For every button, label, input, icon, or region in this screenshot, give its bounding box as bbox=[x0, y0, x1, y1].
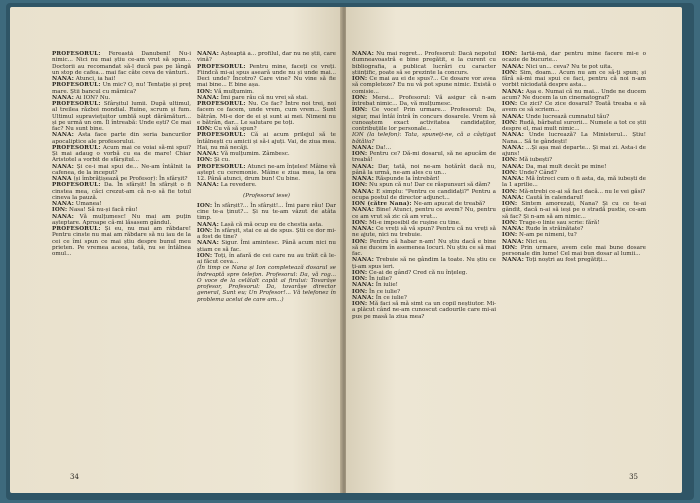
speech-text: Bine! Atunci, pentru ce avem? Nu, pentru ce am vrut să zic că am vrut... bbox=[352, 207, 496, 220]
dialogue-line bbox=[352, 226, 496, 239]
speech-text: În ce iulie? bbox=[367, 288, 401, 295]
speech-text: Vă mulțumim. Zâmbesc. bbox=[218, 151, 290, 157]
speech-text: Fereastă Danubeni! Nu-i nimic... Nici nu mai știu ce-am vrut să spun... Doctorii au recomandat să-l ducă pas pe lângă un stop de cafea... mai fac câte ceva de vânturi.. bbox=[52, 51, 191, 76]
speech-text: Unde lucrează? La Ministerul... Știu! Nana... Să te gândești! bbox=[502, 132, 646, 145]
dialogue-line bbox=[52, 182, 191, 201]
dialogue-line bbox=[52, 226, 191, 257]
speech-text: Da!... bbox=[373, 144, 392, 151]
speaker-name: ION: bbox=[352, 288, 368, 295]
speech-text: (și îmbrățișează pe Profesor): În sfârșit? bbox=[71, 176, 188, 182]
speaker-name: ION: bbox=[352, 219, 368, 226]
speaker-name: NANA: bbox=[352, 176, 374, 182]
dialogue-line bbox=[352, 189, 496, 202]
dialogue-line bbox=[197, 164, 336, 183]
speaker-name: ION: bbox=[352, 107, 368, 114]
speech-text: Trebuie să ne gândim la toate. Nu știu ce ți-am spus ieri. bbox=[352, 257, 496, 270]
dialogue-line bbox=[352, 107, 496, 132]
dialogue-line bbox=[52, 132, 191, 145]
speaker-name: NANA: bbox=[502, 176, 524, 182]
speaker-name: ION: bbox=[502, 244, 518, 251]
speech-text: În iulie? bbox=[367, 276, 392, 282]
speaker-name: ION: bbox=[502, 219, 518, 226]
speech-text: Ce mai au ei de spus?... Ce dosare vor avea să completeze? Eu nu vă pot spune nimic. Există o comisie... bbox=[352, 76, 496, 95]
speaker-name: ION: bbox=[502, 119, 518, 126]
speech-text: Sigur. Îmi amintesc. Până acum nici nu știam ce să fac. bbox=[197, 240, 336, 253]
speaker-name: NANA: bbox=[352, 294, 374, 301]
speech-text: Sfârșitul lumii. După ultimul, al treilea război mondial. Ruine, scrum și fum. Ultimul supraviețuitor umblă supt dărâmături... și pe urmă un om. Îl întreabă: Unde ești? Ce mai fac? Nu sunt bine. bbox=[52, 101, 191, 132]
speech-text: Ce zici? Ce zice dosarul? Toată treaba e să avem ce să scriem... bbox=[502, 101, 646, 114]
speech-text: La revedere. bbox=[218, 182, 257, 189]
speech-text: Umanea! bbox=[73, 201, 102, 207]
speaker-name: PROFESORUL: bbox=[197, 132, 246, 139]
speaker-name: NANA: bbox=[197, 151, 219, 157]
speech-text: Mă faci să mă simt ca un copil neștiutor. Mi-a plăcut când ne-am cunoscut cadourile care mi-ai pus pe masă la ziua mea? bbox=[352, 301, 496, 320]
speech-text: N-am pe nimeni, tu? bbox=[517, 232, 577, 239]
speech-text: Ai ION? Nu. bbox=[73, 94, 111, 101]
dialogue-line bbox=[502, 257, 646, 263]
speaker-name: PROFESORUL: bbox=[52, 51, 101, 57]
speaker-name: ION: bbox=[352, 151, 368, 157]
speaker-name: NANA: bbox=[502, 132, 524, 139]
speaker-name: ION: bbox=[352, 76, 368, 82]
right-page bbox=[346, 7, 682, 493]
speech-text: În sfârșit, stai ce ai de spus. Știi ce dor mi-a fost de tine? bbox=[197, 227, 336, 240]
speech-text: Unde lucrează cumnatul tău? bbox=[523, 113, 610, 120]
right-page-column-2 bbox=[502, 51, 646, 461]
dialogue-line bbox=[502, 51, 646, 64]
dialogue-line bbox=[197, 101, 336, 126]
speaker-name: NANA: bbox=[52, 94, 74, 101]
speaker-name: NANA bbox=[52, 176, 72, 182]
dialogue-line bbox=[197, 253, 336, 266]
speech-text: Nici eu. bbox=[523, 238, 548, 245]
speech-text: Ce voce! Prin urmare... Profesorul: Da, sigur, mai întâi întră în concurs dosarele. Vrem să cunoaștem exact activitatea candidaților, contribuțiile lor personale... bbox=[352, 107, 496, 132]
speech-text: Cu vă să spun? bbox=[212, 126, 257, 132]
left-page bbox=[10, 7, 342, 493]
speech-text: Vă mulțumesc! Nu mai am puțin așteptare. Aproape că-mi lăsasem gândul. bbox=[52, 213, 191, 226]
speaker-name: NANA: bbox=[52, 201, 74, 207]
speech-text: Nu. Ce fac? Între noi trei, noi facem ce facem, unde vrem, cum vrem... Sunt bătrân. Mi-e dor de ei și sunt ai mei. Nimeni nu e bătrân, dar... Le salutare pe toți. bbox=[197, 101, 336, 126]
speaker-name: NANA: bbox=[352, 51, 374, 57]
page-number-right: 35 bbox=[629, 473, 638, 481]
dialogue-line bbox=[502, 176, 646, 189]
speech-text: Nasa! Să nu-și facă rău! bbox=[67, 207, 138, 214]
speech-text: Pentru că habar n-am! Nu știu dacă e bine să ne ducem în asemenea locuri. Nu știu ce să mai fac. bbox=[352, 238, 496, 257]
speaker-name: NANA: bbox=[197, 51, 219, 57]
stage-direction: (În timp ce Nana și Ion completează dosarul se îndreaptă spre telefon. Profesorul: Da, vă rog... O voce de la celălalt capăt al firului: Tovarășe profesor, Profesorul: Da, tovarășe director general, Sunt eu; Un Profesor!... Vă telefonez în problema acelui de care am...) bbox=[197, 265, 336, 303]
speech-text: Dar, tată, noi ne-am hotărât dacă nu, până la urmă, ne-am ales cu un... bbox=[352, 163, 496, 176]
speech-text: Rudă, bărbatul surorii... Numele a tot ce știi despre el, mai mult nimic... bbox=[502, 119, 646, 132]
speaker-name: ION: bbox=[502, 201, 518, 207]
speech-text: Unde? Când? bbox=[517, 169, 557, 176]
speech-text: Nici un... ceva? Nu te pot uita. bbox=[523, 63, 613, 70]
speech-text: Asta face parte din seria bancurilor apocaliptice ale profesorului. bbox=[52, 132, 191, 145]
speech-text: În sfârșit?... În sfârșit!... Îmi pare rău! Dar cine te-a ținut?... Și nu te-am văzut de atâta timp. bbox=[197, 202, 336, 222]
speaker-name: PROFESORUL: bbox=[52, 182, 101, 189]
speaker-name: NANA: bbox=[502, 257, 524, 264]
speaker-name: ION: bbox=[197, 157, 213, 164]
dialogue-line bbox=[502, 101, 646, 114]
speaker-name: NANA: bbox=[502, 226, 524, 232]
speaker-name: NANA: bbox=[352, 163, 374, 170]
speaker-name: NANA: bbox=[352, 257, 374, 264]
dialogue-line bbox=[352, 95, 496, 108]
dialogue-line bbox=[502, 145, 646, 158]
dialogue-line bbox=[52, 214, 191, 227]
stage-direction: (Profesorul iese) bbox=[243, 192, 290, 199]
speaker-name: NANA: bbox=[197, 240, 219, 247]
speech-text: Acum mai ce voiai să-mi spui? Și mai adaug o vorbă cu ea de mare! Chiar Aristotel a vorbit de sfârșitul... bbox=[52, 144, 191, 164]
speech-text: Nu mai regret... Profesorul: Dacă nepotul dumneavoastră e bine pregătit, e la curent cu bibliografia, a publicat lucrări cu caracter științific, poate să se prezinte la concurs. bbox=[352, 51, 496, 76]
speaker-name: PROFESORUL: bbox=[197, 101, 246, 107]
speaker-name: ION: bbox=[197, 202, 213, 209]
dialogue-line bbox=[502, 201, 646, 220]
dialogue-line bbox=[502, 120, 646, 133]
speech-text: Atunci ne-am înțeles! Mâine vă aștept cu ceremonie. Mâine e ziua mea, la ora 12. Până atunci, drum bun! Cu bine. bbox=[197, 163, 336, 182]
speaker-name: NANA: bbox=[352, 207, 374, 214]
speech-text: Trage-o linie sau scrie: fără! bbox=[517, 219, 600, 226]
dialogue-line bbox=[197, 228, 336, 241]
speech-text: Lasă că mă ocup eu de chestia asta. bbox=[218, 221, 323, 228]
speaker-name: NANA: bbox=[352, 226, 374, 232]
speaker-name: ION: bbox=[502, 232, 518, 239]
speech-text: Un mic? O, nu! Tentație și preț mare. Știi bancul cu mămica? bbox=[52, 82, 191, 95]
speaker-name: NANA: bbox=[502, 113, 524, 120]
speech-text: Sim, doam... Acum nu am ce să-ți spun; și fără să-mi mai spui ce faci, pentru că noi n-am vorbit niciodată despre asta... bbox=[502, 69, 646, 89]
speaker-name: PROFESORUL: bbox=[52, 82, 101, 89]
speaker-name: NANA: bbox=[502, 88, 524, 95]
dialogue-line bbox=[197, 203, 336, 222]
dialogue-line bbox=[352, 164, 496, 177]
speech-text: Caută în calendarul! bbox=[523, 194, 584, 201]
speaker-name: PROFESORUL: bbox=[52, 226, 101, 232]
dialogue-line bbox=[502, 132, 646, 145]
speech-text: Mă întreci cum o fi asta, da, mă iubești de la 1 aprilie... bbox=[502, 176, 646, 189]
speaker-name: NANA: bbox=[352, 144, 374, 151]
speaker-name: PROFESORUL: bbox=[52, 101, 101, 107]
speech-text: Mersi... Profesorul: Vă asigur că n-am întrebat nimic... Da, vă mulțumesc. bbox=[352, 94, 496, 107]
speech-text: Așteaptă a... profilul, dar nu ne știi, care vină? bbox=[197, 51, 336, 64]
dialogue-line bbox=[352, 51, 496, 76]
left-page-column-1 bbox=[52, 51, 191, 461]
speaker-name: NANA: bbox=[52, 213, 74, 220]
speech-text: Îmi pare rău că nu vrei să stai. bbox=[218, 94, 308, 101]
speaker-name: NANA: bbox=[502, 144, 524, 151]
speech-text: Rude în străinătate? bbox=[523, 226, 584, 232]
speech-text: Nu spun că nu! Dar ce răspunsuri să dăm? bbox=[367, 182, 491, 189]
dialogue-line bbox=[352, 76, 496, 95]
stage-direction: ION (la telefon): Tata, spuneți-ne, că a câștigat bătălia? bbox=[352, 132, 496, 145]
speech-text: Da, mai mult decât pe mine! bbox=[523, 163, 607, 170]
dialogue-line bbox=[352, 257, 496, 270]
speaker-name: PROFESORUL: bbox=[197, 163, 246, 170]
speech-text: Toți noștri au fost pregătiți... bbox=[523, 257, 608, 264]
speaker-name: PROFESORUL: bbox=[197, 63, 246, 70]
speech-text: Așa e. Numai că nu mai... Unde ne ducem acum? Ne ducem la un cinematograf? bbox=[502, 88, 646, 101]
dialogue-line bbox=[52, 164, 191, 177]
dialogue-line bbox=[502, 70, 646, 89]
speaker-name: PROFESORUL: bbox=[52, 144, 101, 151]
speaker-name: NANA: bbox=[197, 182, 219, 189]
speaker-name: NANA: bbox=[197, 221, 219, 228]
speaker-name: NANA: bbox=[352, 282, 374, 289]
dialogue-line bbox=[52, 145, 191, 164]
speaker-name: ION: bbox=[197, 88, 213, 95]
speech-text: Pentru mine, faceți ce vreți. Fiindcă mi-ai spus aseară unde nu și unde mai... Deci unde? Încotro? Care vine? Nu vine să fie mai bine... E bine așa. bbox=[197, 63, 336, 89]
speaker-name: NANA: bbox=[502, 238, 524, 245]
speech-text: Iartă-mă, dar pentru mine facere mi-e o ocazie de bucurie... bbox=[502, 51, 646, 64]
dialogue-line bbox=[502, 245, 646, 258]
speech-text: ...Și așa mai departe... Și mai zi. Asta-i de ajuns! bbox=[502, 144, 646, 157]
speech-text: Mă-ntrebi ce-ai să faci dacă... nu le vei găsi? bbox=[517, 188, 646, 195]
speaker-name: ION: bbox=[52, 207, 68, 214]
speaker-name: ION: bbox=[197, 227, 213, 234]
dialogue-line bbox=[197, 51, 336, 64]
dialogue-line bbox=[197, 240, 336, 253]
speaker-name: ION: bbox=[352, 182, 368, 189]
dialogue-line bbox=[352, 301, 496, 320]
speech-text: Prin urmare, avem cele mai bune dosare personale din lume! Cel mai bun dosar al lumii... bbox=[502, 244, 646, 257]
speech-text: Ce-ai de gând? Cred că nu înțeleg. bbox=[367, 269, 468, 276]
dialogue-line bbox=[352, 239, 496, 258]
speaker-name: ION: bbox=[352, 269, 368, 276]
speaker-name: ION: bbox=[502, 69, 518, 76]
speech-text: Că ai acum prilejul să te întâlnești cu amicii și să-i ajuți. Vai, de ziua mea. Hai, nu mă necăji. bbox=[197, 132, 336, 151]
dialogue-line bbox=[502, 89, 646, 102]
speaker-name: ION: bbox=[352, 276, 368, 282]
speech-text: Mi-e imposibil de rușine cu tine. bbox=[367, 219, 461, 226]
speaker-name: NANA: bbox=[502, 63, 524, 70]
dialogue-line bbox=[197, 64, 336, 89]
speech-text: Atunci, ia hai! bbox=[73, 76, 116, 82]
speaker-name: NANA: bbox=[52, 76, 74, 82]
speaker-name: NANA: bbox=[52, 163, 74, 170]
speech-text: Vă mulțumim. bbox=[212, 88, 254, 95]
speaker-name: NANA: bbox=[352, 188, 374, 195]
speaker-name: ION: bbox=[502, 101, 518, 107]
dialogue-line bbox=[52, 82, 191, 95]
speech-text: E simplu: "Pentru ce candidați?" Pentru a ocupa postul de director adjunct... bbox=[352, 188, 496, 201]
speech-text: Ne-am apucat de treabă? bbox=[411, 201, 486, 207]
dialogue-line bbox=[197, 132, 336, 151]
speaker-name: ION: bbox=[352, 94, 368, 101]
dialogue-line bbox=[197, 182, 336, 188]
speaker-name: ION (către Nana): bbox=[352, 201, 412, 207]
speech-text: Da. În sfârșit! În sfârșit o fi cinstea mea, căci crezut-am că n-o să fie totul cineva la pauză. bbox=[52, 182, 191, 201]
speaker-name: ION: bbox=[502, 169, 518, 176]
speech-text: În iulie! bbox=[373, 282, 398, 289]
dialogue-line bbox=[52, 51, 191, 76]
speaker-name: NANA: bbox=[52, 132, 74, 139]
speech-text: Sintem amorezați, Nana? Și cu ce te-ai gândit, dacă n-ai să ieși pe o stradă pustie, ce-am să fac? Și n-am să am nimic... bbox=[502, 201, 646, 220]
speech-text: Pentru ce? Dă-mi dosarul, să ne apucăm de treabă! bbox=[352, 151, 496, 164]
speaker-name: ION: bbox=[352, 301, 368, 307]
right-page-column-1 bbox=[352, 51, 496, 461]
speaker-name: ION: bbox=[197, 126, 213, 132]
speech-text: Răspunde la întrebări! bbox=[373, 176, 440, 182]
dialogue-line bbox=[352, 151, 496, 164]
speaker-name: NANA: bbox=[197, 94, 219, 101]
dialogue-line bbox=[52, 101, 191, 132]
speech-text: Și eu, nu mai am răbdare! Pentru cinste nu mai am răbdare să nu iau de la cei ce îmi spun ce mai știu despre bunul meu prieten. Pe vremea aceea, tată, nu se întâlnea omul... bbox=[52, 226, 191, 257]
speaker-name: ION: bbox=[502, 157, 518, 164]
speaker-name: ION: bbox=[197, 252, 213, 259]
speech-text: În ce iulie? bbox=[373, 294, 407, 301]
left-page-column-2 bbox=[197, 51, 336, 461]
speech-text: Ce vreți să vă spun? Pentru că nu vreți să ne ajute, nici nu trebuie. bbox=[352, 226, 496, 239]
speech-text: Mă iubești? bbox=[517, 157, 553, 164]
speaker-name: ION: bbox=[502, 51, 518, 57]
speaker-name: ION: bbox=[352, 238, 368, 245]
speaker-name: NANA: bbox=[502, 163, 524, 170]
speech-text: Și cu. bbox=[212, 157, 230, 164]
page-number-left: 34 bbox=[70, 473, 79, 481]
dialogue-line bbox=[352, 207, 496, 220]
speaker-name: NANA: bbox=[502, 194, 524, 201]
speech-text: Toți, în afară de cei care nu au trăit că le-ai făcut ceva... bbox=[197, 252, 336, 265]
speech-text: Și ce-i mai spui de... Ne-am întâlnit la cafenea, de la inceput? bbox=[52, 163, 191, 176]
speaker-name: ION: bbox=[502, 188, 518, 195]
